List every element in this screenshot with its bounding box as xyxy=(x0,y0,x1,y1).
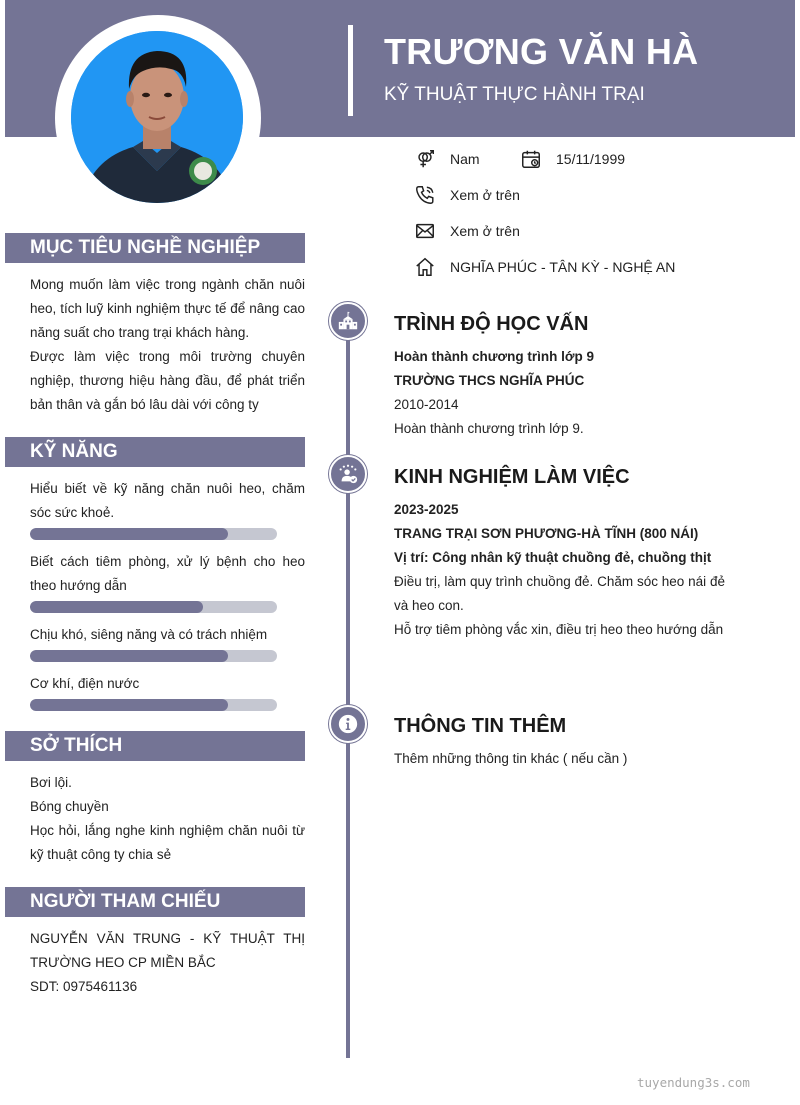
watermark: tuyendung3s.com xyxy=(637,1075,750,1090)
header-divider xyxy=(348,25,353,116)
skill-label: Chịu khó, siêng năng và có trách nhiệm xyxy=(30,627,268,642)
skills-heading: KỸ NĂNG xyxy=(5,437,305,467)
skill-bar-fill xyxy=(30,650,228,662)
contact-address xyxy=(414,256,675,278)
additional-title: THÔNG TIN THÊM xyxy=(394,715,567,737)
education-period: 2010-2014 xyxy=(394,397,459,412)
experience-period: 2023-2025 xyxy=(394,502,459,517)
objective-paragraph-1: Mong muốn làm việc trong ngành chăn nuôi heo, tích luỹ kinh nghiệm thực tế để nâng cao năng suất cho trang trại khách hàng. xyxy=(30,277,305,340)
job-title: KỸ THUẬT THỰC HÀNH TRẠI xyxy=(384,84,645,105)
skill-bar xyxy=(30,699,277,711)
contact-birthday xyxy=(520,148,625,170)
gender-icon xyxy=(414,148,436,170)
additional-badge xyxy=(329,705,367,743)
skill-label: Biết cách tiêm phòng, xử lý bệnh cho heo theo hướng dẫn xyxy=(30,554,305,593)
education-school: TRƯỜNG THCS NGHĨA PHÚC xyxy=(394,373,585,388)
skill-bar-fill xyxy=(30,601,203,613)
hobby-item: Bóng chuyền xyxy=(30,799,109,814)
skill-bar xyxy=(30,650,277,662)
school-icon xyxy=(337,310,359,332)
skill-label: Cơ khí, điện nước xyxy=(30,676,140,691)
calendar-icon xyxy=(520,148,542,170)
address-value: NGHĨA PHÚC - TÂN KỲ - NGHỆ AN xyxy=(450,259,676,275)
reference-name: NGUYỄN VĂN TRUNG - KỸ THUẬT THỊ TRƯỜNG HEO CP MIỀN BẮC xyxy=(30,931,305,970)
contact-gender xyxy=(414,148,480,170)
email-value: Xem ở trên xyxy=(450,223,520,239)
additional-text: Thêm những thông tin khác ( nếu cần ) xyxy=(394,751,628,766)
references-heading: NGƯỜI THAM CHIẾU xyxy=(5,887,305,917)
hobby-item: Học hỏi, lắng nghe kinh nghiệm chăn nuôi từ kỹ thuật công ty chia sẻ xyxy=(30,823,305,862)
info-icon xyxy=(337,713,359,735)
user-check-icon xyxy=(337,463,359,485)
experience-position: Vị trí: Công nhân kỹ thuật chuồng đẻ, chuồng thịt xyxy=(394,550,712,565)
education-degree: Hoàn thành chương trình lớp 9 xyxy=(394,349,594,364)
birthday-value: 15/11/1999 xyxy=(556,151,626,167)
skill-bar xyxy=(30,601,277,613)
hobbies-heading: SỞ THÍCH xyxy=(5,731,305,761)
objective-paragraph-2: Được làm việc trong môi trường chuyên nghiệp, thương hiệu hàng đầu, để phát triển bản thân và gắn bó lâu dài với công ty xyxy=(30,349,305,412)
skill-bar-fill xyxy=(30,699,228,711)
reference-phone: SDT: 0975461136 xyxy=(30,979,138,994)
education-badge xyxy=(329,302,367,340)
experience-title: KINH NGHIỆM LÀM VIỆC xyxy=(394,466,630,488)
phone-icon xyxy=(414,184,436,206)
skill-label: Hiểu biết về kỹ năng chăn nuôi heo, chăm sóc sức khoẻ. xyxy=(30,481,305,520)
skill-bar xyxy=(30,528,277,540)
education-title: TRÌNH ĐỘ HỌC VẤN xyxy=(394,313,589,335)
phone-value: Xem ở trên xyxy=(450,187,520,203)
contact-phone xyxy=(414,184,520,206)
experience-company: TRANG TRẠI SƠN PHƯƠNG-HÀ TĨNH (800 NÁI) xyxy=(394,526,699,541)
skill-bar-fill xyxy=(30,528,228,540)
experience-description-1: Điều trị, làm quy trình chuồng đẻ. Chăm sóc heo nái đẻ và heo con. xyxy=(394,574,725,613)
education-description: Hoàn thành chương trình lớp 9. xyxy=(394,421,584,436)
experience-description-2: Hỗ trợ tiêm phòng vắc xin, điều trị heo theo hướng dẫn xyxy=(394,622,724,637)
timeline-line xyxy=(346,302,350,1058)
objective-heading: MỤC TIÊU NGHỀ NGHIỆP xyxy=(5,233,305,263)
avatar xyxy=(71,31,243,203)
contact-email xyxy=(414,220,520,242)
candidate-name: TRƯƠNG VĂN HÀ xyxy=(384,31,699,72)
hobby-item: Bơi lội. xyxy=(30,775,72,790)
experience-badge xyxy=(329,455,367,493)
gender-value: Nam xyxy=(450,151,480,167)
home-icon xyxy=(414,256,436,278)
mail-icon xyxy=(414,220,436,242)
